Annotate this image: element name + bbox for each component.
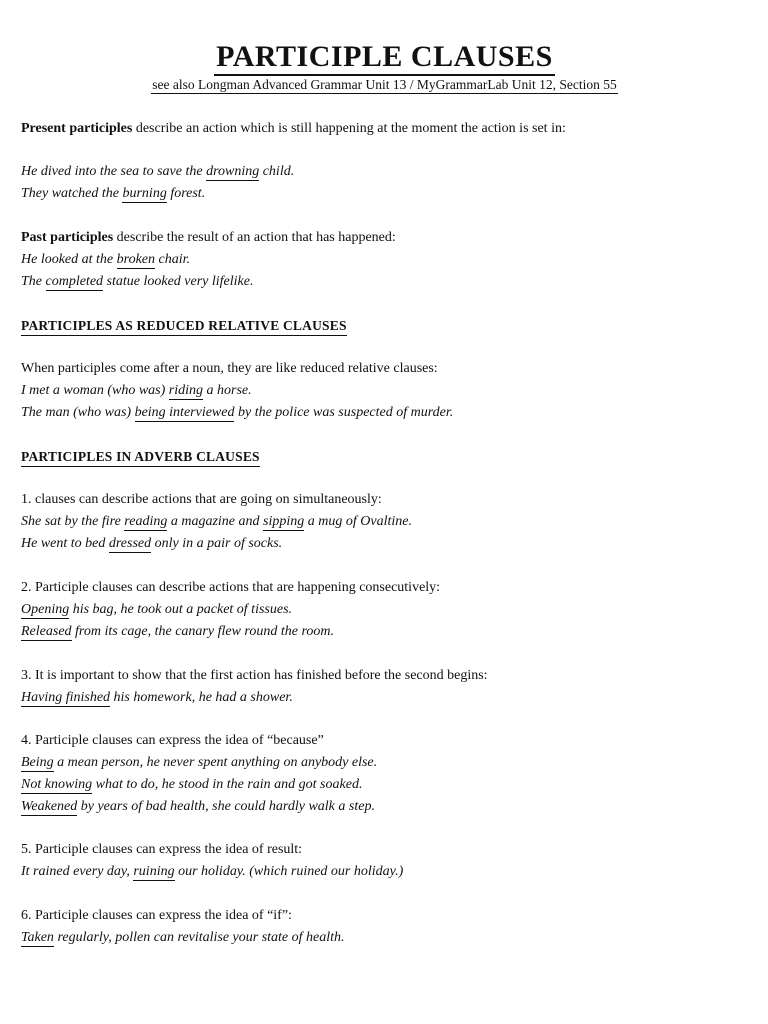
section-desc: 2. Participle clauses can describe actions that are happening consecutively: bbox=[21, 580, 441, 595]
underlined-participle: sipping bbox=[263, 514, 305, 529]
example-text: statue looked very lifelike. bbox=[103, 274, 254, 289]
present-participles-desc bbox=[21, 120, 566, 138]
underlined-participle: Taken bbox=[21, 930, 54, 945]
section-heading-adverb bbox=[21, 448, 260, 467]
underlined-participle: Being bbox=[21, 755, 54, 770]
example-text: She sat by the fire bbox=[21, 514, 125, 529]
example-text: forest. bbox=[166, 186, 206, 201]
example-sentence bbox=[21, 185, 205, 203]
example-text: by years of bad health, she could hardly walk a step. bbox=[77, 799, 375, 814]
example-sentence bbox=[21, 382, 252, 400]
example-text: The man (who was) bbox=[21, 405, 135, 420]
section-desc: When participles come after a noun, they are like reduced relative clauses: bbox=[21, 361, 438, 376]
underlined-participle: reading bbox=[124, 514, 168, 529]
example-text: a mean person, he never spent anything on anybody else. bbox=[53, 755, 378, 770]
underlined-participle: Released bbox=[21, 624, 72, 639]
example-text: only in a pair of socks. bbox=[151, 536, 283, 551]
example-text: chair. bbox=[155, 252, 190, 267]
example-text: his homework, he had a shower. bbox=[110, 690, 293, 705]
example-text: a mug of Ovaltine. bbox=[304, 514, 412, 529]
underlined-participle: Not knowing bbox=[21, 777, 93, 792]
example-text: by the police was suspected of murder. bbox=[234, 405, 454, 420]
section-desc: 3. It is important to show that the first action has finished before the second begins: bbox=[21, 668, 488, 683]
underlined-participle: riding bbox=[168, 383, 204, 398]
example-text: He went to bed bbox=[21, 536, 109, 551]
section-desc: 6. Participle clauses can express the idea of “if”: bbox=[21, 908, 292, 923]
example-sentence bbox=[21, 535, 282, 553]
example-sentence bbox=[21, 163, 294, 181]
example-sentence bbox=[21, 689, 293, 707]
example-sentence bbox=[21, 798, 375, 816]
section-desc: 5. Participle clauses can express the idea of result: bbox=[21, 842, 303, 857]
underlined-participle: broken bbox=[116, 252, 155, 267]
past-participles-desc bbox=[21, 229, 396, 247]
example-text: what to do, he stood in the rain and got soaked. bbox=[92, 777, 363, 792]
example-sentence bbox=[21, 273, 253, 291]
example-text: a horse. bbox=[203, 383, 252, 398]
example-text: his bag, he took out a packet of tissues. bbox=[69, 602, 293, 617]
section-desc: 4. Participle clauses can express the idea of “because” bbox=[21, 733, 324, 748]
past-participles-term: Past participles bbox=[21, 230, 114, 245]
example-text: He looked at the bbox=[21, 252, 117, 267]
example-sentence bbox=[21, 601, 292, 619]
example-sentence bbox=[21, 929, 345, 947]
example-text: I met a woman (who was) bbox=[21, 383, 169, 398]
page-title: PARTICIPLE CLAUSES bbox=[214, 40, 555, 76]
example-text: He dived into the sea to save the bbox=[21, 164, 207, 179]
underlined-participle: Having finished bbox=[21, 690, 111, 705]
example-text: The bbox=[21, 274, 46, 289]
example-sentence bbox=[21, 863, 403, 881]
example-text: our holiday. (which ruined our holiday.) bbox=[174, 864, 404, 879]
underlined-participle: dressed bbox=[108, 536, 152, 551]
example-sentence bbox=[21, 404, 453, 422]
example-text: regularly, pollen can revitalise your state of health. bbox=[53, 930, 345, 945]
underlined-participle: completed bbox=[45, 274, 104, 289]
example-sentence bbox=[21, 776, 362, 794]
section-heading: PARTICIPLES AS REDUCED RELATIVE CLAUSES bbox=[21, 318, 347, 336]
underlined-participle: Weakened bbox=[21, 799, 78, 814]
underlined-participle: being interviewed bbox=[134, 405, 235, 420]
example-sentence bbox=[21, 513, 412, 531]
subtitle-block bbox=[21, 76, 748, 94]
page-subtitle: see also Longman Advanced Grammar Unit 13 / MyGrammarLab Unit 12, Section 55 bbox=[152, 77, 617, 92]
underlined-participle: drowning bbox=[206, 164, 260, 179]
section-heading: PARTICIPLES IN ADVERB CLAUSES bbox=[21, 449, 260, 467]
example-text: child. bbox=[259, 164, 295, 179]
example-text: It rained every day, bbox=[21, 864, 134, 879]
underlined-participle: ruining bbox=[133, 864, 175, 879]
desc-text: describe the result of an action that has happened: bbox=[113, 230, 396, 245]
example-text: They watched the bbox=[21, 186, 123, 201]
section-desc: 1. clauses can describe actions that are going on simultaneously: bbox=[21, 492, 382, 507]
example-text: a magazine and bbox=[167, 514, 264, 529]
underlined-participle: Opening bbox=[21, 602, 70, 617]
desc-text: describe an action which is still happening at the moment the action is set in: bbox=[132, 121, 566, 136]
title-block bbox=[21, 40, 748, 76]
example-sentence bbox=[21, 623, 334, 641]
example-sentence bbox=[21, 754, 377, 772]
underlined-participle: burning bbox=[122, 186, 167, 201]
present-participles-term: Present participles bbox=[21, 121, 133, 136]
example-text: from its cage, the canary flew round the room. bbox=[71, 624, 334, 639]
section-heading-relative bbox=[21, 317, 347, 336]
example-sentence bbox=[21, 251, 190, 269]
